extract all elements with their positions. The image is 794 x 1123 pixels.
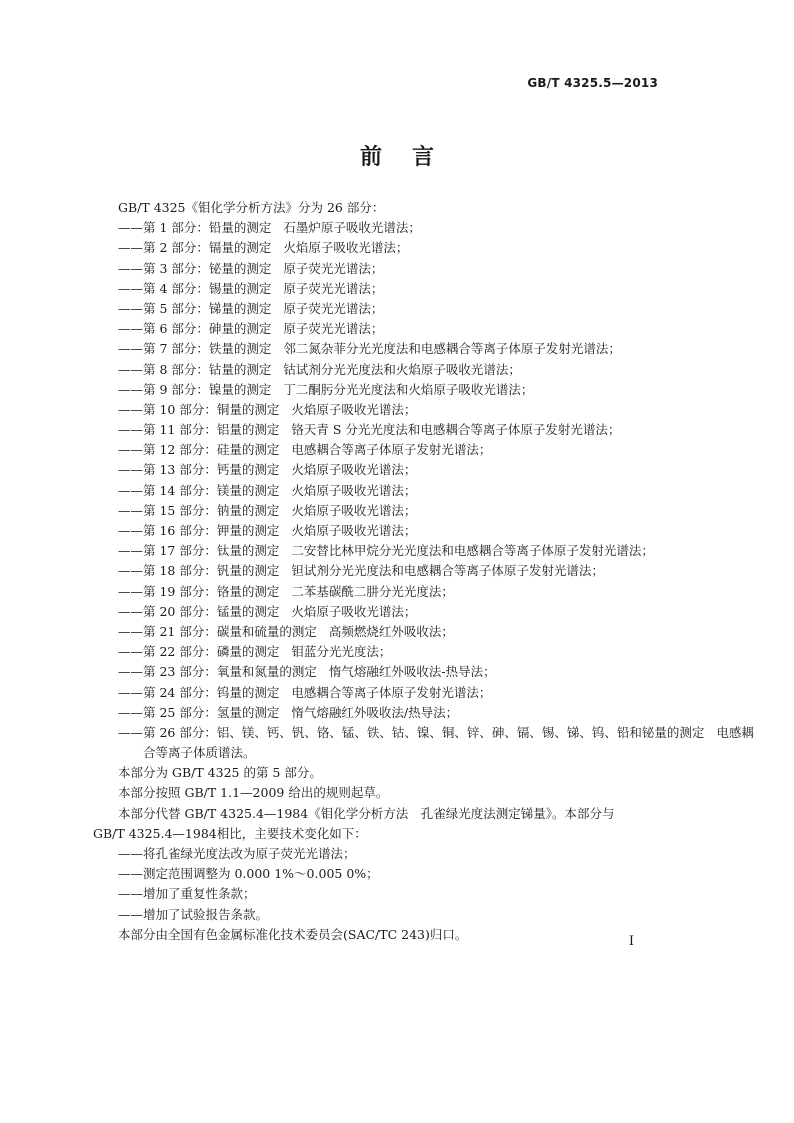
part-list-item [118,360,678,380]
part-method: 电感耦 [716,724,754,740]
part-method: 惰气熔融红外吸收法/热导法； [291,704,459,720]
parts-list [118,218,754,743]
part-list-item [118,602,678,622]
part-label: ——第 18 部分：钒量的测定 [118,563,280,579]
part-list-item [118,662,678,682]
part-method: 邻二氮杂菲分光光度法和电感耦合等离子体原子发射光谱法； [283,341,621,357]
changes-list [118,844,678,925]
part-label: ——第 7 部分：铁量的测定 [118,341,272,357]
part-method: 原子荧光光谱法； [283,321,384,337]
part-label: ——第 24 部分：钨量的测定 [118,684,280,700]
part-list-item [118,561,678,581]
part-list-item [118,400,678,420]
part-list-item [118,339,678,359]
part-method: 铬天青 S 分光光度法和电感耦合等离子体原子发射光谱法； [291,422,621,438]
part-method: 原子荧光光谱法； [283,260,384,276]
part-list-item [118,703,678,723]
part-list-item [118,541,678,561]
statement-origin: 本部分由全国有色金属标准化技术委员会(SAC/TC 243)归口。 [118,926,468,942]
part-list-item [118,218,678,238]
part-label: ——第 3 部分：铋量的测定 [118,260,272,276]
part-method: 二苯基碳酰二肼分光光度法； [291,583,454,599]
part-method: 火焰原子吸收光谱法； [291,401,417,417]
part-list-item [118,460,678,480]
part-label: ——第 10 部分：铜量的测定 [118,401,280,417]
part-label: ——第 12 部分：硅量的测定 [118,442,280,458]
part-list-item [118,380,678,400]
part-label: ——第 26 部分：铝、镁、钙、钒、铬、锰、铁、钴、镍、铜、锌、砷、镉、锡、锑、钨、铅和铋量的测定 [118,724,705,740]
part-list-item [118,582,678,602]
part-label: ——第 25 部分：氢量的测定 [118,704,280,720]
intro-text: GB/T 4325《钼化学分析方法》分为 26 部分： [118,200,385,215]
part-method: 火焰原子吸收光谱法； [291,482,417,498]
part-method: 火焰原子吸收光谱法； [291,523,417,538]
part-label: ——第 21 部分：碳量和硫量的测定 [118,623,317,639]
standard-code: GB/T 4325.5—2013 [527,76,658,90]
page-number: I [628,934,634,949]
part-label: ——第 19 部分：铬量的测定 [118,583,280,599]
part-label: ——第 17 部分：钛量的测定 [118,543,280,559]
change-list-item: ——增加了重复性条款； [118,886,256,902]
part-method: 惰气熔融红外吸收法-热导法； [328,664,496,680]
part-list-item [118,299,678,319]
part-label: ——第 16 部分：钾量的测定 [118,523,280,538]
statement-part: 本部分为 GB/T 4325 的第 5 部分。 [118,765,322,781]
part-list-item [118,683,678,703]
part-label: ——第 9 部分：镍量的测定 [118,381,272,397]
statement-rules: 本部分按照 GB/T 1.1—2009 给出的规则起草。 [118,785,389,801]
part-method: 原子荧光光谱法； [283,300,384,316]
change-list-item: ——增加了试验报告条款。 [118,906,269,922]
part-list-item [118,319,678,339]
part-label: ——第 20 部分：锰量的测定 [118,603,280,619]
change-list-item: ——测定范围调整为 0.000 1%～0.005 0%； [118,866,379,882]
part-method: 钴试剂分光光度法和火焰原子吸收光谱法； [283,361,521,377]
part-method: 石墨炉原子吸收光谱法； [283,220,421,236]
part26-continuation: 合等离子体质谱法。 [143,745,256,761]
part-label: ——第 4 部分：锡量的测定 [118,280,272,296]
part-list-item [118,501,678,521]
part-method: 火焰原子吸收光谱法； [283,240,409,256]
part-method: 火焰原子吸收光谱法； [291,462,417,478]
part-label: ——第 1 部分：铅量的测定 [118,220,272,236]
part-method: 电感耦合等离子体原子发射光谱法； [291,442,492,458]
part-method: 电感耦合等离子体原子发射光谱法； [291,684,492,700]
part-method: 二安替比林甲烷分光光度法和电感耦合等离子体原子发射光谱法； [291,543,654,559]
part-method: 火焰原子吸收光谱法； [291,603,417,619]
part-label: ——第 8 部分：钴量的测定 [118,361,272,377]
part-list-item [118,642,678,662]
part-label: ——第 13 部分：钙量的测定 [118,462,280,478]
part-method: 钼蓝分光光度法； [291,644,392,660]
part-method: 丁二酮肟分光光度法和火焰原子吸收光谱法； [283,381,534,397]
part-label: ——第 11 部分：铝量的测定 [118,422,280,438]
part-list-item [118,420,678,440]
part-method: 钽试剂分光光度法和电感耦合等离子体原子发射光谱法； [291,563,604,579]
part-list-item [118,622,678,642]
statement-replace-line2: GB/T 4325.4—1984相比，主要技术变化如下： [93,825,367,841]
part-list-item [118,440,678,460]
part-label: ——第 6 部分：砷量的测定 [118,321,272,337]
statement-replace-line1: 本部分代替 GB/T 4325.4—1984《钼化学分析方法 孔雀绿光度法测定锑量》。本部分与 [118,805,615,821]
part-list-item [118,259,678,279]
part-list-item [118,238,678,258]
change-list-item: ——将孔雀绿光度法改为原子荧光光谱法； [118,846,356,861]
part-label: ——第 5 部分：锑量的测定 [118,300,272,316]
part-list-item [118,521,678,541]
part-list-item [118,279,678,299]
part-label: ——第 23 部分：氧量和氮量的测定 [118,664,317,680]
part-label: ——第 15 部分：钠量的测定 [118,502,280,518]
part-list-item [118,723,754,743]
document-body [93,198,754,945]
part-method: 火焰原子吸收光谱法； [291,502,417,518]
part-list-item [118,481,678,501]
part-label: ——第 22 部分：磷量的测定 [118,644,280,660]
part-label: ——第 14 部分：镁量的测定 [118,482,280,498]
page-title: 前言 [359,144,464,170]
part-method: 原子荧光光谱法； [283,280,384,296]
part-label: ——第 2 部分：镉量的测定 [118,240,272,256]
part-method: 高频燃烧红外吸收法； [328,623,454,639]
